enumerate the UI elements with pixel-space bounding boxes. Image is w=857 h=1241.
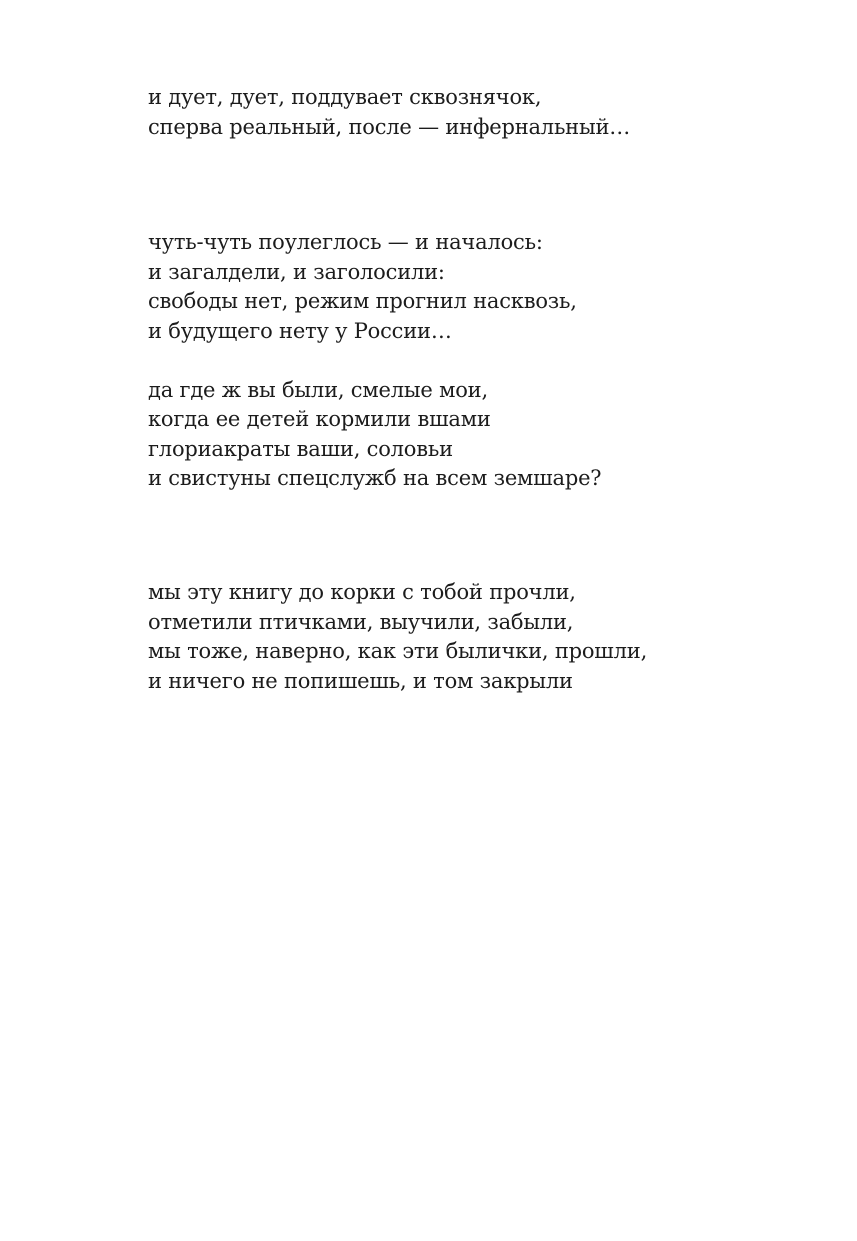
stanza-break bbox=[148, 346, 828, 376]
poem-fragment-2 bbox=[148, 228, 828, 494]
poem-line: мы тоже, наверно, как эти былички, прошли, bbox=[148, 639, 648, 663]
poem-fragment-1 bbox=[148, 83, 828, 142]
poem-line: и свистуны спецслужб на всем земшаре? bbox=[148, 466, 602, 490]
poem-line: да где ж вы были, смелые мои, bbox=[148, 377, 488, 402]
poem-line: и будущего нету у России… bbox=[148, 318, 452, 343]
poem-line: сперва реальный, после — инфернальный… bbox=[148, 114, 631, 139]
poem-line: мы эту книгу до корки с тобой прочли, bbox=[148, 580, 576, 604]
poem-line: когда ее детей кормили вшами bbox=[148, 407, 491, 431]
poem-line: чуть-чуть поулеглось — и началось: bbox=[148, 230, 543, 254]
poem-line: и загалдели, и заголосили: bbox=[148, 259, 445, 284]
poem-line: отметили птичками, выучили, забыли, bbox=[148, 609, 574, 634]
poem-line: глориакраты ваши, соловьи bbox=[148, 436, 453, 461]
poem-fragment-3 bbox=[148, 578, 828, 696]
poem-line: и дует, дует, поддувает сквознячок, bbox=[148, 85, 542, 109]
poem-line: свободы нет, режим прогнил насквозь, bbox=[148, 289, 577, 313]
poem-line: и ничего не попишешь, и том закрыли bbox=[148, 668, 573, 693]
